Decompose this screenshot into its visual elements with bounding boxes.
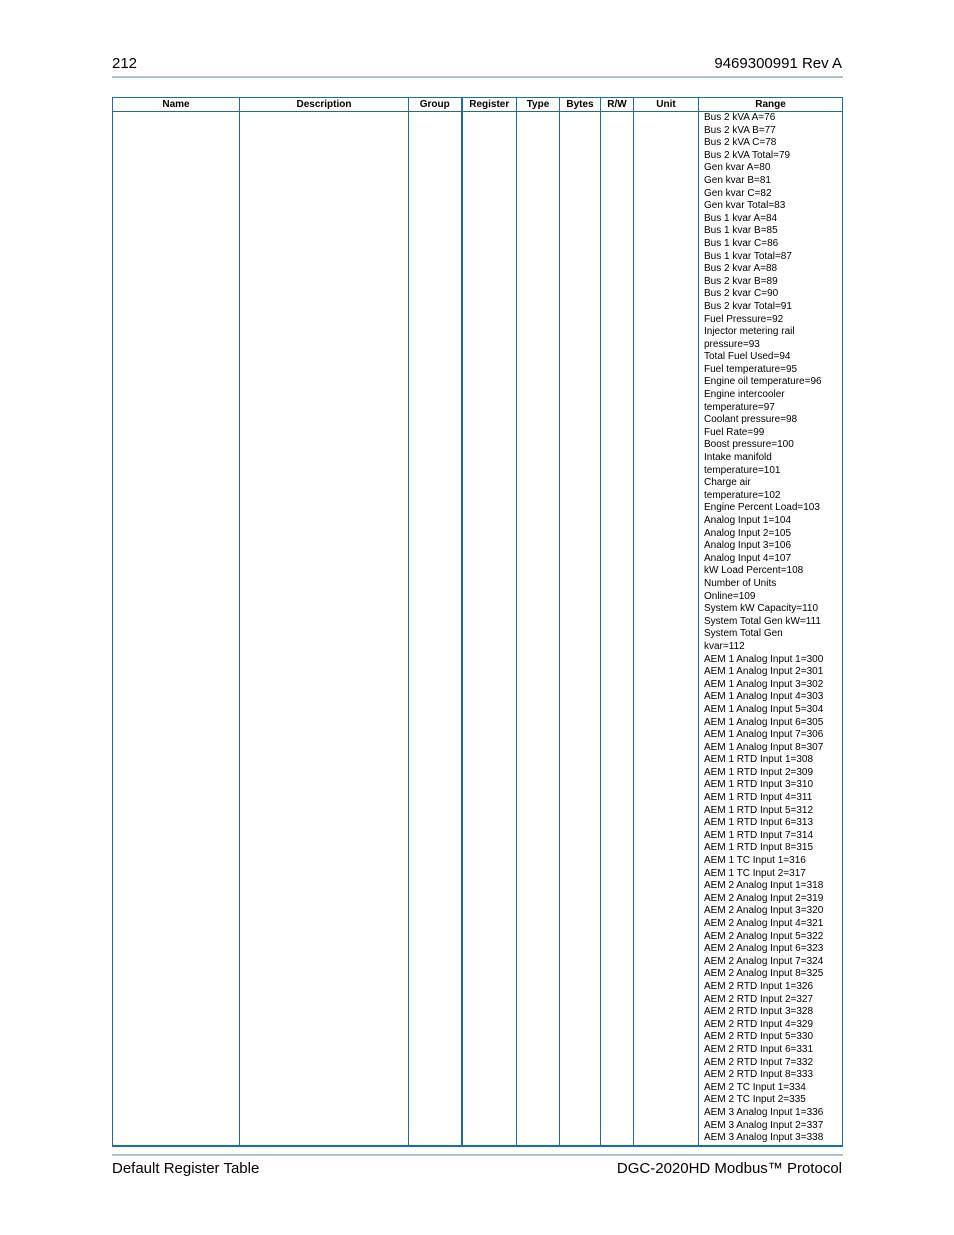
range-line: Engine Percent Load=103	[704, 502, 820, 514]
range-line: Injector metering rail	[704, 326, 795, 338]
range-line: AEM 1 Analog Input 6=305	[704, 716, 824, 728]
range-line: AEM 1 Analog Input 2=301	[704, 666, 824, 678]
range-line: Bus 1 kvar Total=87	[704, 250, 792, 262]
footer-document-title: DGC-2020HD Modbus™ Protocol	[616, 1160, 842, 1177]
range-line: temperature=102	[704, 489, 781, 501]
range-line: Analog Input 4=107	[704, 552, 792, 564]
footer-rule	[112, 1154, 843, 1156]
type-cell	[517, 112, 560, 1147]
document-id: 9469300991 Rev A	[714, 55, 842, 72]
range-line: System Total Gen kW=111	[704, 615, 821, 627]
range-line: Bus 2 kvar Total=91	[704, 300, 792, 312]
range-line: Engine intercooler	[704, 389, 785, 401]
range-line: AEM 2 TC Input 1=334	[704, 1081, 806, 1093]
range-line: AEM 1 Analog Input 3=302	[704, 678, 824, 690]
range-line: AEM 1 RTD Input 6=313	[704, 817, 814, 829]
range-line: Gen kvar A=80	[704, 162, 771, 174]
range-line: temperature=97	[704, 401, 775, 413]
register-table	[112, 97, 843, 1147]
range-line: AEM 2 TC Input 2=335	[704, 1094, 806, 1106]
range-line: Intake manifold	[704, 452, 772, 464]
range-line: AEM 2 RTD Input 4=329	[704, 1018, 814, 1030]
range-line: AEM 1 RTD Input 8=315	[704, 842, 814, 854]
name-cell	[113, 112, 240, 1147]
range-line: AEM 1 RTD Input 3=310	[704, 779, 814, 791]
range-line: AEM 1 Analog Input 7=306	[704, 729, 824, 741]
range-line: AEM 2 RTD Input 5=330	[704, 1031, 814, 1043]
range-line: Bus 2 kVA B=77	[704, 124, 776, 136]
column-header-description: Description	[240, 98, 409, 112]
range-line: Gen kvar B=81	[704, 174, 771, 186]
range-line: AEM 1 RTD Input 1=308	[704, 754, 814, 766]
range-line: Total Fuel Used=94	[704, 351, 791, 363]
range-line: Engine oil temperature=96	[704, 376, 822, 388]
description-cell	[240, 112, 409, 1147]
range-line: Bus 2 kvar C=90	[704, 288, 779, 300]
range-line: Bus 2 kVA A=76	[704, 112, 776, 123]
range-line: Gen kvar C=82	[704, 187, 772, 199]
range-line: Fuel Pressure=92	[704, 313, 784, 325]
range-cell	[699, 112, 843, 1147]
range-line: AEM 1 TC Input 2=317	[704, 867, 806, 879]
range-line: AEM 1 RTD Input 7=314	[704, 829, 814, 841]
range-line: Fuel temperature=95	[704, 363, 798, 375]
range-line: Bus 1 kvar B=85	[704, 225, 778, 237]
range-line: AEM 1 RTD Input 5=312	[704, 804, 814, 816]
range-line: Bus 2 kVA Total=79	[704, 149, 791, 161]
range-line: AEM 2 RTD Input 6=331	[704, 1043, 814, 1055]
range-line: pressure=93	[704, 338, 760, 350]
range-line: temperature=101	[704, 464, 781, 476]
footer-section-title: Default Register Table	[112, 1160, 260, 1177]
range-line: AEM 1 RTD Input 2=309	[704, 766, 814, 778]
header-rule	[112, 76, 843, 78]
range-line: Bus 2 kvar A=88	[704, 263, 778, 275]
rw-cell	[601, 112, 634, 1147]
column-header-group: Group	[409, 98, 462, 112]
range-line: Bus 2 kVA C=78	[704, 137, 777, 149]
range-line: Gen kvar Total=83	[704, 200, 786, 212]
range-line: AEM 3 Analog Input 3=338	[704, 1132, 824, 1144]
range-list	[699, 112, 842, 1145]
range-line: AEM 2 Analog Input 2=319	[704, 892, 824, 904]
column-header-rw: R/W	[601, 98, 634, 112]
range-line: AEM 2 Analog Input 5=322	[704, 930, 824, 942]
range-line: System Total Gen	[704, 628, 783, 640]
range-line: Analog Input 3=106	[704, 540, 792, 552]
range-line: Bus 1 kvar C=86	[704, 237, 779, 249]
range-line: System kW Capacity=110	[704, 603, 819, 615]
range-line: AEM 3 Analog Input 1=336	[704, 1106, 824, 1118]
range-line: AEM 2 Analog Input 7=324	[704, 955, 824, 967]
range-line: AEM 2 Analog Input 4=321	[704, 918, 824, 929]
table-row	[113, 112, 843, 1147]
range-line: AEM 2 RTD Input 1=326	[704, 980, 814, 992]
range-line: AEM 1 Analog Input 8=307	[704, 741, 824, 753]
column-header-bytes: Bytes	[560, 98, 601, 112]
range-line: AEM 2 Analog Input 6=323	[704, 943, 824, 955]
range-line: AEM 2 Analog Input 3=320	[704, 905, 824, 917]
column-header-type: Type	[517, 98, 560, 112]
range-line: AEM 1 RTD Input 4=311	[704, 792, 813, 804]
bytes-cell	[560, 112, 601, 1147]
range-line: Number of Units	[704, 577, 777, 589]
range-line: Analog Input 2=105	[704, 527, 792, 539]
table-header-row	[113, 98, 843, 112]
range-line: AEM 3 Analog Input 2=337	[704, 1119, 824, 1131]
range-line: Charge air	[704, 477, 751, 489]
column-header-unit: Unit	[634, 98, 699, 112]
range-line: AEM 1 Analog Input 5=304	[704, 703, 824, 715]
group-cell	[409, 112, 462, 1147]
range-line: Analog Input 1=104	[704, 515, 792, 526]
range-line: AEM 2 Analog Input 1=318	[704, 880, 824, 892]
range-line: Online=109	[704, 590, 756, 602]
range-line: kvar=112	[704, 640, 745, 652]
page-number: 212	[112, 55, 138, 72]
range-line: Boost pressure=100	[704, 439, 794, 451]
range-line: Bus 1 kvar A=84	[704, 212, 778, 224]
range-line: Bus 2 kvar B=89	[704, 275, 778, 287]
register-cell	[462, 112, 517, 1147]
range-line: AEM 2 Analog Input 8=325	[704, 968, 824, 980]
range-line: AEM 2 RTD Input 3=328	[704, 1006, 814, 1018]
range-line: AEM 1 Analog Input 4=303	[704, 691, 824, 703]
range-line: kW Load Percent=108	[704, 565, 804, 577]
range-line: AEM 1 TC Input 1=316	[704, 855, 806, 867]
range-line: AEM 2 RTD Input 8=333	[704, 1069, 814, 1081]
range-line: AEM 2 RTD Input 2=327	[704, 993, 814, 1005]
range-line: AEM 2 RTD Input 7=332	[704, 1056, 814, 1068]
range-line: Coolant pressure=98	[704, 414, 798, 426]
column-header-register: Register	[462, 98, 517, 112]
column-header-range: Range	[699, 98, 843, 112]
range-line: Fuel Rate=99	[704, 426, 765, 438]
range-line: AEM 1 Analog Input 1=300	[704, 653, 824, 665]
unit-cell	[634, 112, 699, 1147]
column-header-name: Name	[113, 98, 240, 112]
